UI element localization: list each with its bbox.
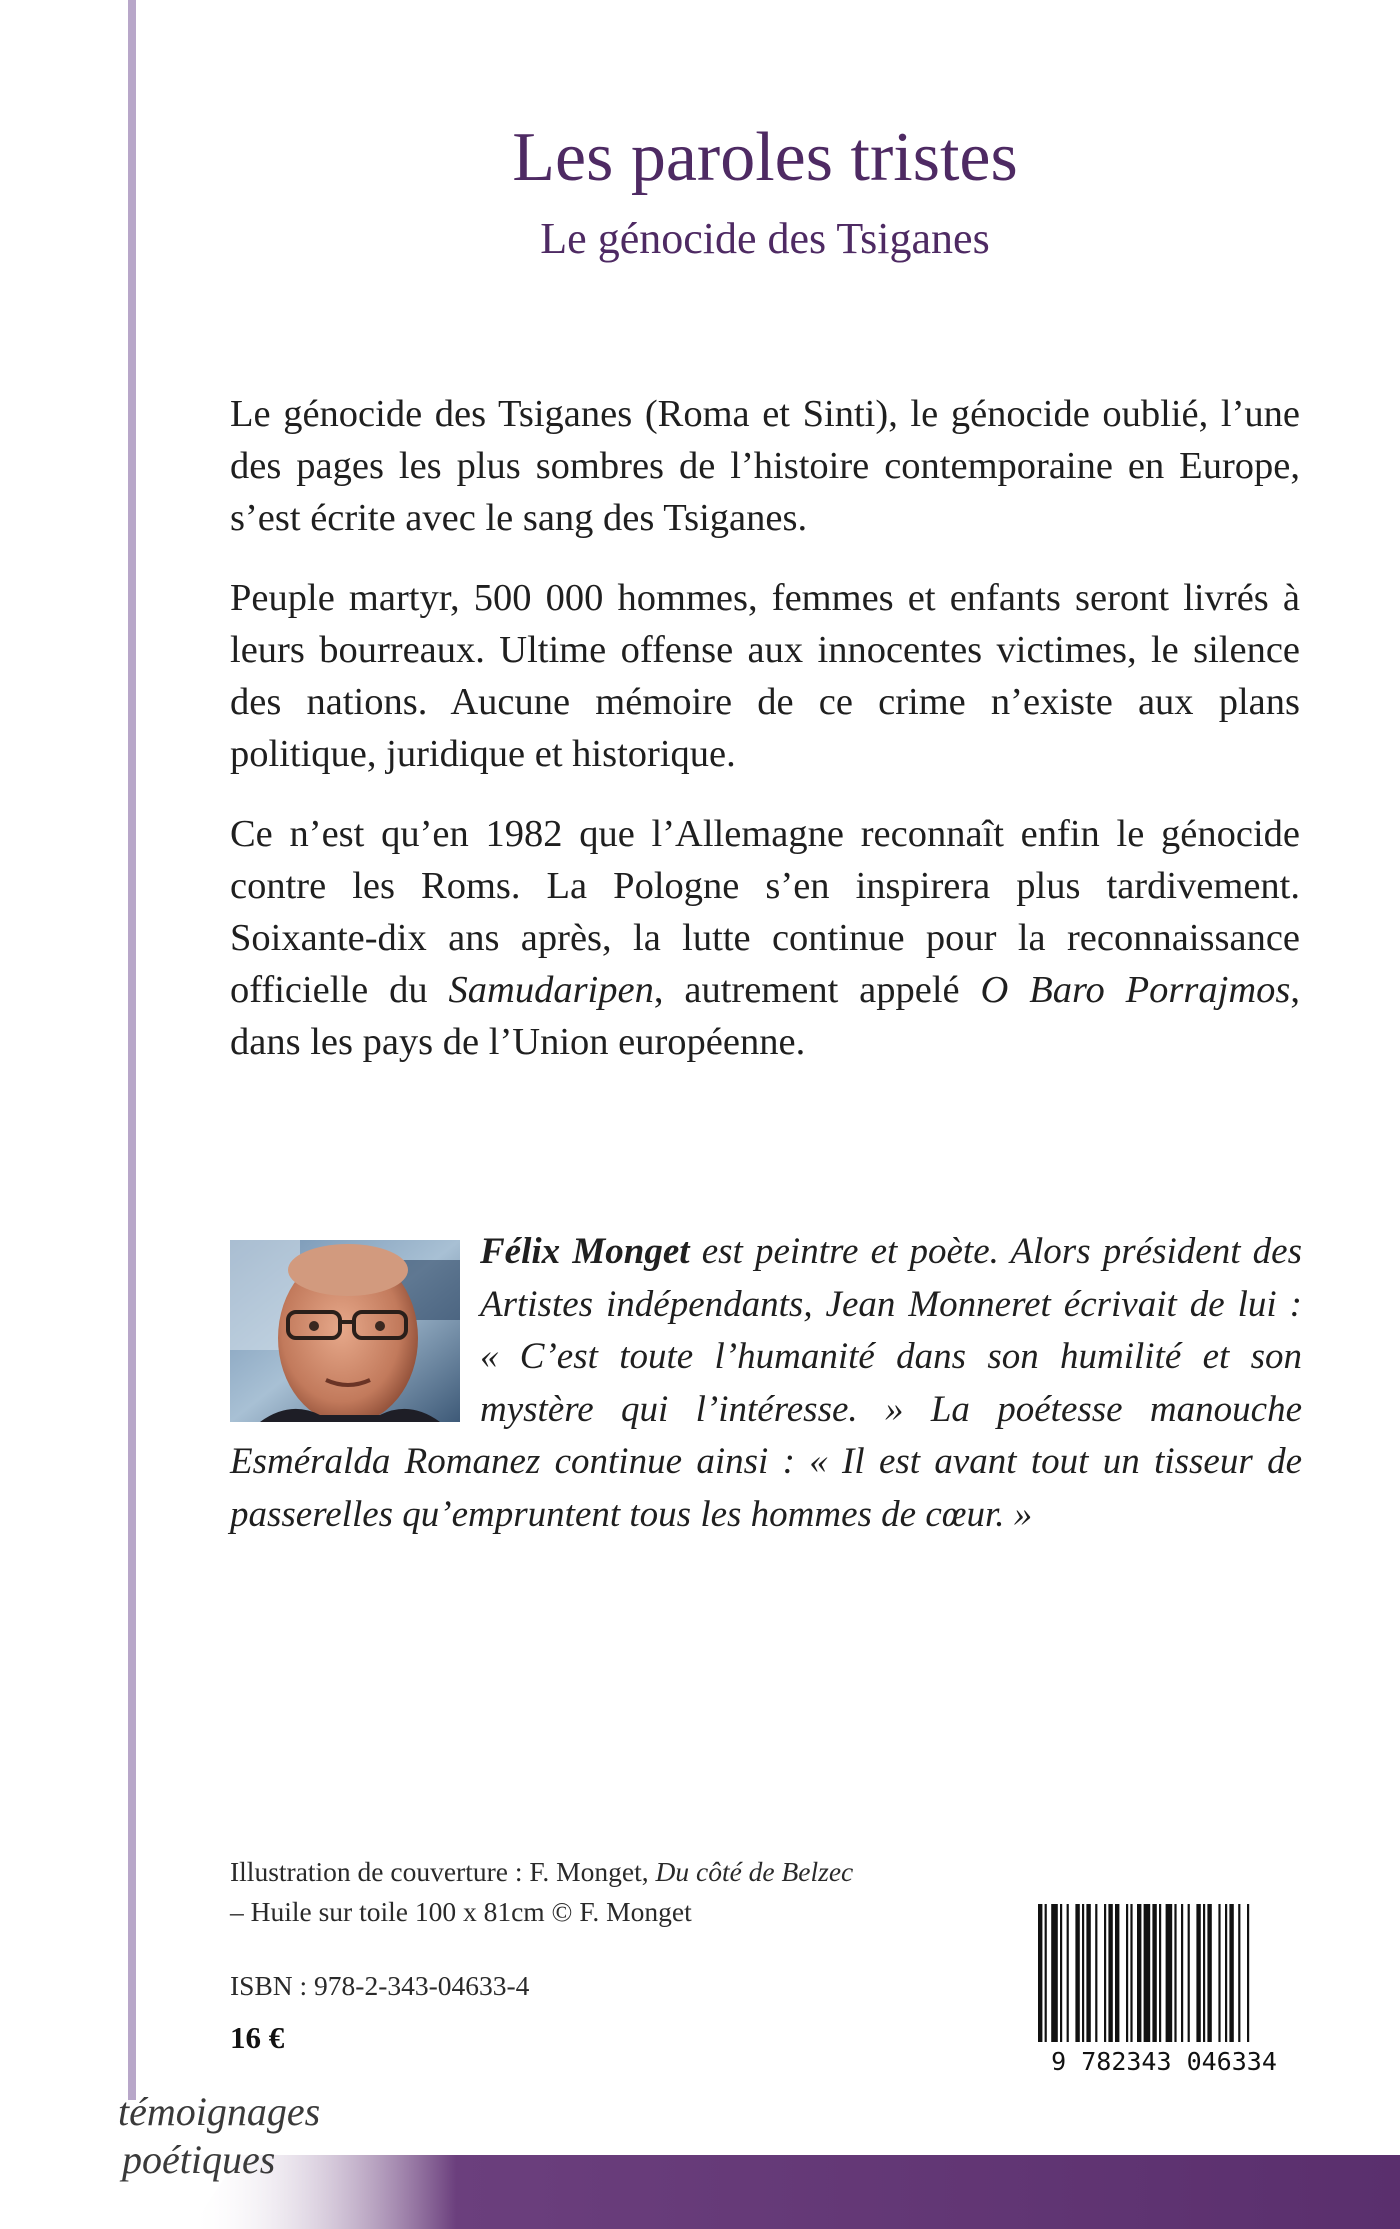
barcode-bar: [1060, 1904, 1062, 2042]
photo-spacer: [230, 1226, 480, 1422]
author-bio: [230, 1226, 1302, 1541]
author-name: Félix Monget: [480, 1231, 690, 1272]
barcode-bar: [1051, 1904, 1058, 2042]
barcode-bar: [1082, 1904, 1084, 2042]
summary-text-run: Ce n’est qu’en 1982 que l’Allemagne reconnaît enfin le génocide contre les Roms. La Pologne s’en inspirera plus tardivement. Soixante-dix ans après, la lutte continue pour la reconnaissance officielle du: [230, 813, 1300, 1011]
book-subtitle: Le génocide des Tsiganes: [540, 214, 990, 263]
barcode-bar: [1207, 1904, 1211, 2042]
collection-line-1: témoignages: [118, 2089, 321, 2134]
barcode-bar: [1159, 1904, 1161, 2042]
credits-line-1: [230, 1852, 853, 1892]
summary-text-run: , dans les pays de l’Union européenne.: [230, 969, 1300, 1063]
barcode-bar: [1075, 1904, 1079, 2042]
barcode-bar: [1067, 1904, 1069, 2042]
term-samudaripen: Samudaripen: [448, 969, 654, 1011]
summary-paragraph-3: [230, 808, 1300, 1068]
barcode-bar: [1095, 1904, 1097, 2042]
collection-logo: [118, 2088, 320, 2184]
credits-line-2: – Huile sur toile 100 x 81cm © F. Monget: [230, 1896, 692, 1927]
credits-text: Illustration de couverture : F. Monget,: [230, 1856, 656, 1887]
barcode-bar: [1247, 1904, 1249, 2042]
barcode-bar: [1203, 1904, 1205, 2042]
summary-text-run: , autrement appelé: [653, 969, 981, 1011]
barcode-bar: [1181, 1904, 1183, 2042]
price: 16 €: [230, 2020, 285, 2055]
barcode-bar: [1218, 1904, 1220, 2042]
summary-paragraph-1: Le génocide des Tsiganes (Roma et Sinti), le génocide oublié, l’une des pages les plus sombres de l’histoire contemporaine en Europe, s’est écrite avec le sang des Tsiganes.: [230, 393, 1300, 539]
artwork-title: Du côté de Belzec: [655, 1856, 854, 1887]
collection-line-2: poétiques: [122, 2137, 276, 2182]
barcode-digits: 9 782343 046334: [1051, 2047, 1277, 2076]
barcode-bar: [1225, 1904, 1227, 2042]
isbn: ISBN : 978-2-343-04633-4: [230, 1970, 530, 2001]
barcode-bar: [1108, 1904, 1112, 2042]
barcode-bar: [1166, 1904, 1173, 2042]
barcode-bar: [1137, 1904, 1141, 2042]
barcode-bar: [1238, 1904, 1240, 2042]
barcode-bar: [1045, 1904, 1047, 2042]
barcode-bar: [1188, 1904, 1190, 2042]
barcode-bar: [1144, 1904, 1151, 2042]
summary-paragraph-2: Peuple martyr, 500 000 hommes, femmes et enfants seront livrés à leurs bourreaux. Ultime offense aux innocentes victimes, le silence des nations. Aucune mémoire de ce crime n’existe aux plans politique, juridique et historique.: [230, 577, 1300, 775]
cover-credits: [230, 1852, 853, 1932]
left-color-strip: [128, 0, 136, 2100]
barcode-bar: [1104, 1904, 1106, 2042]
author-bio-text: est peintre et poète. Alors président des Artistes indépendants, Jean Monneret écrivait de lui : « C’est toute l’humanité dans son humilité et son mystère qui l’intéresse. » La poétesse manouche Esméralda Romanez continue ainsi : « Il est avant tout un tisseur de passerelles qu’empruntent tous les hommes de cœur. »: [230, 1231, 1302, 1535]
barcode-bar: [1152, 1904, 1156, 2042]
barcode-bar: [1174, 1904, 1176, 2042]
barcode-bar: [1115, 1904, 1119, 2042]
barcode-bar: [1086, 1904, 1090, 2042]
barcode-bar: [1038, 1904, 1042, 2042]
summary-text: [230, 388, 1300, 1096]
book-title: Les paroles tristes: [512, 119, 1018, 196]
barcode: [1030, 1898, 1298, 2076]
barcode-bar: [1229, 1904, 1233, 2042]
barcode-bar: [1196, 1904, 1200, 2042]
barcode-bar: [1130, 1904, 1132, 2042]
term-porrajmos: O Baro Porrajmos: [980, 969, 1291, 1011]
barcode-bar: [1126, 1904, 1128, 2042]
